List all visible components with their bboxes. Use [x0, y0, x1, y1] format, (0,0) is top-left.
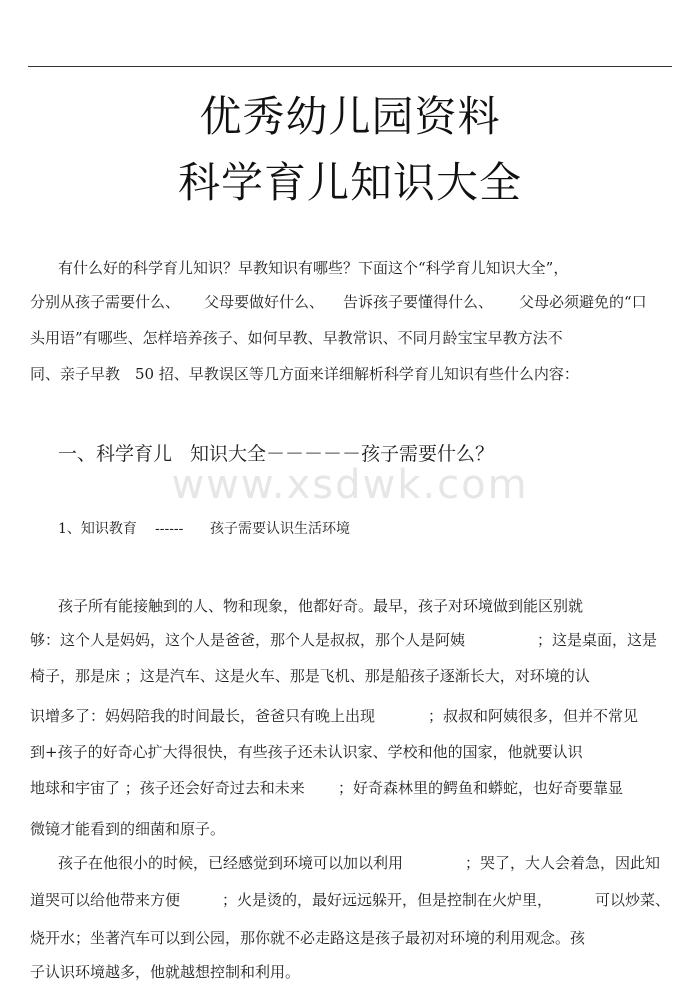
- subsection-label: 1、知识教育: [58, 521, 137, 537]
- body-text: ；火是烫的，最好远远躲开，但是控制在火炉里，: [222, 891, 553, 909]
- page-subtitle: 科学育儿知识大全: [177, 158, 522, 207]
- intro-text: 50 招、早教误区等几方面来详细解析科学育儿知识有些什么内容：: [135, 365, 579, 383]
- body-text: ；这是桌面，这是: [537, 631, 658, 649]
- section-heading-b: 知识大全－－－－－孩子需要什么？: [190, 443, 495, 465]
- body-text: 微镜才能看到的细菌和原子。: [30, 820, 226, 838]
- intro-text: 有什么好的科学育儿知识？早教知识有哪些？下面这个“科学育儿知识大全”，: [58, 259, 569, 277]
- body-text: 识增多了：妈妈陪我的时间最长，爸爸只有晚上出现: [30, 707, 376, 725]
- body-text: 可以炒菜、: [595, 891, 671, 909]
- body-text: ；好奇森林里的鳄鱼和蟒蛇，也好奇要靠显: [338, 779, 624, 797]
- subsection-desc: 孩子需要认识生活环境: [210, 521, 350, 537]
- intro-text: 同、亲子早教: [30, 365, 121, 383]
- subsection-dashes: ------: [155, 521, 184, 537]
- intro-text: 分别从孩子需要什么、: [30, 293, 181, 311]
- top-rule: [28, 66, 672, 67]
- intro-text: 头用语”有哪些、怎样培养孩子、如何早教、早教常识、不同月龄宝宝早教方法不: [30, 329, 563, 347]
- watermark: www.xsdwk.com: [171, 462, 529, 508]
- body-text: 道哭可以给他带来方便: [30, 891, 181, 909]
- body-text: 孩子在他很小的时候，已经感觉到环境可以加以利用: [58, 854, 404, 872]
- intro-text: 父母必须避免的“口: [519, 293, 647, 311]
- body-text: 子认识环境越多，他就越想控制和利用。: [30, 963, 301, 981]
- section-heading-a: 一、科学育儿: [58, 443, 173, 465]
- body-text: 烧开水；坐著汽车可以到公园，那你就不必走路这是孩子最初对环境的利用观念。孩: [30, 929, 586, 947]
- body-text: ；叔叔和阿姨很多，但并不常见: [428, 707, 639, 725]
- body-text: 到+孩子的好奇心扩大得很快，有些孩子还未认识家、学校和他的国家，他就要认识: [30, 743, 583, 761]
- intro-text: 父母要做好什么、: [204, 293, 325, 311]
- body-text: ；哭了，大人会着急，因此知: [465, 854, 661, 872]
- body-text: 够：这个人是妈妈，这个人是爸爸，那个人是叔叔，那个人是阿姨: [30, 631, 466, 649]
- body-text: 椅子，那是床 ；这是汽车、这是火车、那是飞机、那是船孩子逐渐长大，对环境的认: [30, 667, 590, 685]
- page-title: 优秀幼儿园资料: [199, 92, 501, 141]
- body-text: 地球和宇宙了 ；孩子还会好奇过去和未来: [30, 779, 305, 797]
- intro-text: 告诉孩子要懂得什么、: [343, 293, 494, 311]
- body-text: 孩子所有能接触到的人、物和现象，他都好奇。最早，孩子对环境做到能区别就: [58, 597, 584, 615]
